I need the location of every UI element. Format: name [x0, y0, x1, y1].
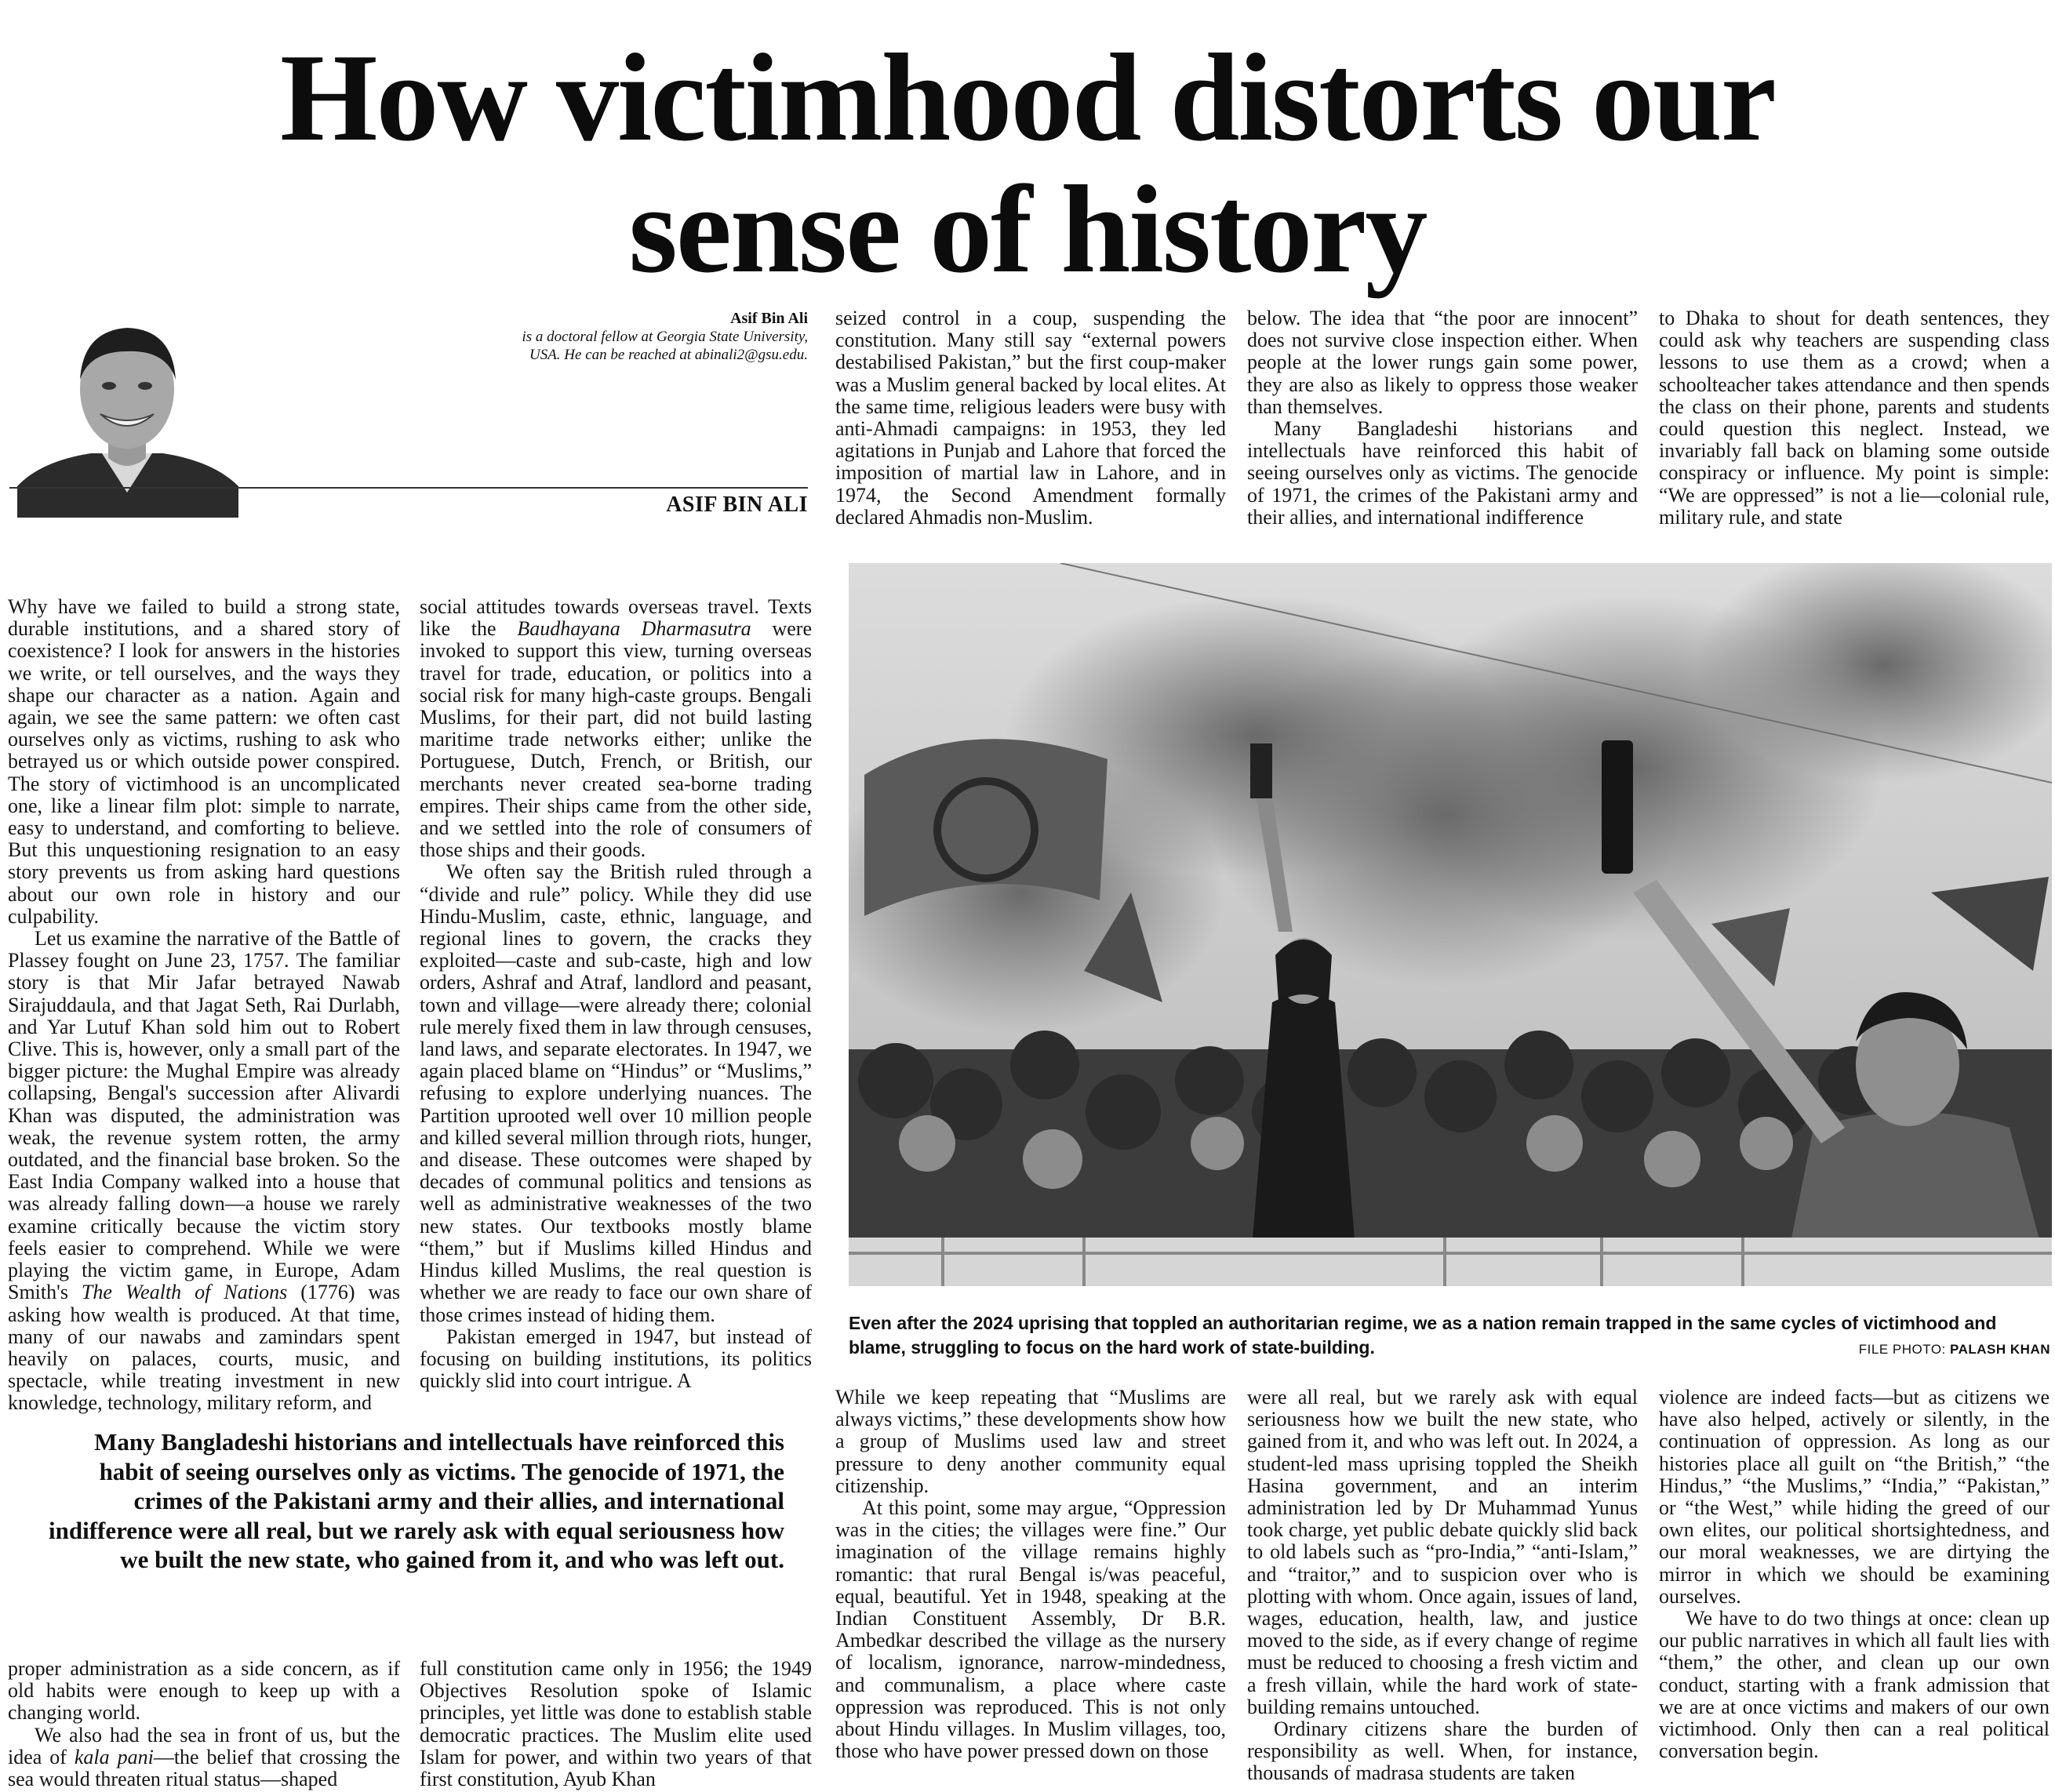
paragraph: to Dhaka to shout for death sentences, they could ask why teachers are suspending class lessons to use them as a crowd; when a schoolteacher takes attendance and then spends the class on their phone, parents and students could question this neglect. Instead, we invariably fall back on blaming some outside conspiracy or influence. My point is simple: “We are oppressed” is not a lie—colonial rule, military rule, and state — [1659, 307, 2050, 529]
photo-credit-name: PALASH KHAN — [1950, 1342, 2050, 1357]
paragraph: We also had the sea in front of us, but the idea of kala pani—the belief that crossing the sea would threaten ritual status—shaped — [8, 1723, 400, 1791]
paragraph: We have to do two things at once: clean up our public narratives in which all fault lies with “them,” the other, and clean up our own conduct, starting with a frank admission that we are at once victims and makers of our own victimhood. Only then can a real political conversation begin. — [1659, 1607, 2050, 1763]
paragraph: full constitution came only in 1956; the 1949 Objectives Resolution spoke of Islamic principles, yet little was done to establish stable democratic practices. The Muslim elite used Islam for power, and within two years of that first constitution, Ayub Khan — [420, 1657, 812, 1791]
photo-credit — [1859, 1342, 2050, 1358]
author-info — [369, 310, 808, 364]
author-name: Asif Bin Ali — [730, 310, 808, 327]
paragraph: Let us examine the narrative of the Battle of Plassey fought on June 23, 1757. The familiar story is that Mir Jafar betrayed Nawab Sirajuddaula, and that Jagat Seth, Rai Durlabh, and Yar Lutuf Khan sold him out to Robert Clive. This is, however, only a small part of the bigger picture: the Mughal Empire was already collapsing, Bengal's succession after Alivardi Khan was disputed, the administration was weak, the revenue system rotten, the army outdated, and the financial base broken. So the East India Company walked into a house that was already falling down—a house we rarely examine critically because the victim story feels easier to comprehend. While we were playing the victim game, in Europe, Adam Smith's The Wealth of Nations (1776) was asking how wealth is produced. At that time, many of our nawabs and zamindars spent heavily on palaces, courts, music, and spectacle, while treating investment in new knowledge, technology, military reform, and — [8, 927, 400, 1415]
photo-credit-label: FILE PHOTO: — [1858, 1342, 1946, 1357]
paragraph: were all real, but we rarely ask with equal seriousness how we built the new state, who gained from it, and who was left out. In 2024, a student-led mass uprising toppled the Sheikh Hasina government, and an interim administration led by Dr Muhammad Yunus took charge, yet public debate quickly slid back to old labels such as “pro-India,” “anti-Islam,” and “traitor,” and to suspicion over who is plotting with whom. Once again, issues of land, wages, education, health, law, and justice moved to the side, as if every change of regime must be reduced to choosing a fresh victim and a fresh villain, while the hard work of state-building remains untouched. — [1247, 1386, 1638, 1718]
paragraph: At this point, some may argue, “Oppression was in the cities; the villages were fine.” Our imagination of the village remains highly romantic: that rural Bengal is/was peaceful, equal, beautiful. Yet in 1948, speaking at the Indian Constituent Assembly, Dr B.R. Ambedkar described the village as the nursery of localism, ignorance, narrow-mindedness, and communalism, a place where caste oppression was reproduced. This is not only about Hindu villages. In Muslim villages, too, those who have power pressed down on those — [835, 1496, 1226, 1763]
column-4 — [1247, 307, 1638, 529]
photo-caption: Even after the 2024 uprising that toppled an authoritarian regime, we as a nation remain trapped in the same cycles of victimhood and blame, struggling to focus on the hard work of state-building. — [849, 1313, 1997, 1358]
paragraph: Ordinary citizens share the burden of responsibility as well. When, for instance, thousands of madrasa students are taken — [1247, 1717, 1638, 1785]
column-2 — [420, 596, 812, 1392]
paragraph: Why have we failed to build a strong state, durable institutions, and a shared story of coexistence? I look for answers in the histories we write, or tell ourselves, and the ways they shape our character as a nation. Again and again, we see the same pattern: we often cast ourselves only as victims, rushing to ask who betrayed us or which outside power conspired. The story of victimhood is an uncomplicated one, like a linear film plot: simple to narrate, easy to understand, and comforting to believe. But this unquestioning resignation to an easy story prevents us from asking hard questions about our own role in history and our culpability. — [8, 595, 400, 928]
byline: ASIF BIN ALI — [666, 493, 808, 517]
column-3 — [835, 307, 1226, 529]
column-1-bottom — [8, 1658, 400, 1790]
author-photo — [9, 307, 245, 518]
column-5 — [1659, 307, 2050, 529]
author-divider — [9, 487, 808, 489]
headline-line-1: How victimhood distorts our — [280, 27, 1775, 167]
column-5-bottom — [1659, 1387, 2050, 1762]
column-1 — [8, 596, 400, 1415]
paragraph: social attitudes towards overseas travel. Texts like the Baudhayana Dharmasutra were invoked to support this view, turning overseas travel for trade, education, or politics into a social risk for many high-caste groups. Bengali Muslims, for their part, did not build lasting maritime trade networks either; unlike the Portuguese, Dutch, French, or British, our merchants never created sea-borne trading empires. Their ships came from the other side, and we settled into the role of consumers of those ships and their goods. — [420, 595, 812, 862]
paragraph: proper administration as a side concern, as if old habits were enough to keep up with a changing world. — [8, 1657, 400, 1725]
paragraph: Pakistan emerged in 1947, but instead of focusing on building institutions, its politics quickly slid into court intrigue. A — [420, 1325, 812, 1393]
pull-quote: Many Bangladeshi historians and intellectuals have reinforced this habit of seeing ourselves only as victims. The genocide of 1971, the crimes of the Pakistani army and their allies, and international indifference were all real, but we rarely ask with equal seriousness how we built the new state, who gained from it, and who was left out. — [49, 1428, 784, 1573]
paragraph: seized control in a coup, suspending the constitution. Many still say “external powers destabilised Pakistan,” but the first coup-maker was a Muslim general backed by local elites. At the same time, religious leaders were busy with anti-Ahmadi campaigns: in 1953, they led agitations in Punjab and Lahore that forced the imposition of martial law in Lahore, and in 1974, the Second Amendment formally declared Ahmadis non-Muslim. — [835, 307, 1226, 529]
author-bio-line-1: is a doctoral fellow at Georgia State University, — [522, 329, 808, 345]
column-4-bottom — [1247, 1387, 1638, 1785]
paragraph: While we keep repeating that “Muslims are always victims,” these developments show how a group of Muslims used law and street pressure to deny another community equal citizenship. — [835, 1386, 1226, 1497]
column-2-bottom — [420, 1658, 812, 1790]
paragraph: We often say the British ruled through a “divide and rule” policy. While they did use Hindu-Muslim, caste, ethnic, language, and regional lines to govern, the cracks they exploited—caste and sub-caste, high and low orders, Ashraf and Atraf, landlord and peasant, town and village—were already there; colonial rule merely fixed them in law through censuses, land laws, and separate electorates. In 1947, we again placed blame on “Hindus” or “Muslims,” refusing to explore underlying nuances. The Partition uprooted well over 10 million people and killed several million through riots, hunger, and disease. These outcomes were shaped by decades of communal politics and tensions as well as administrative weaknesses of the two new states. Our textbooks mostly blame “them,” but if Muslims killed Hindus and Hindus killed Muslims, the real question is whether we are ready to face our own share of those crimes instead of hiding them. — [420, 860, 812, 1326]
author-bio-line-2: USA. He can be reached at abinali2@gsu.edu. — [529, 347, 808, 363]
headline — [0, 27, 2055, 299]
column-3-bottom — [835, 1387, 1226, 1762]
paragraph: violence are indeed facts—but as citizens we have also helped, actively or silently, in the continuation of oppression. As long as our histories place all guilt on “the British,” “the Hindus,” “the Muslims,” “India,” “Pakistan,” or “the West,” while hiding the greed of our own elites, our political shortsightedness, and our moral weaknesses, we are dirtying the mirror in which we should be examining ourselves. — [1659, 1386, 2050, 1608]
news-photo — [849, 563, 2052, 1286]
headline-line-2: sense of history — [628, 159, 1427, 299]
paragraph: Many Bangladeshi historians and intellectuals have reinforced this habit of seeing ourselves only as victims. The genocide of 1971, the crimes of the Pakistani army and their allies, and international indifference — [1247, 417, 1638, 529]
paragraph: below. The idea that “the poor are innocent” does not survive close inspection either. When people at the lower rungs gain some power, they are also as likely to oppress those weaker than themselves. — [1247, 307, 1638, 418]
